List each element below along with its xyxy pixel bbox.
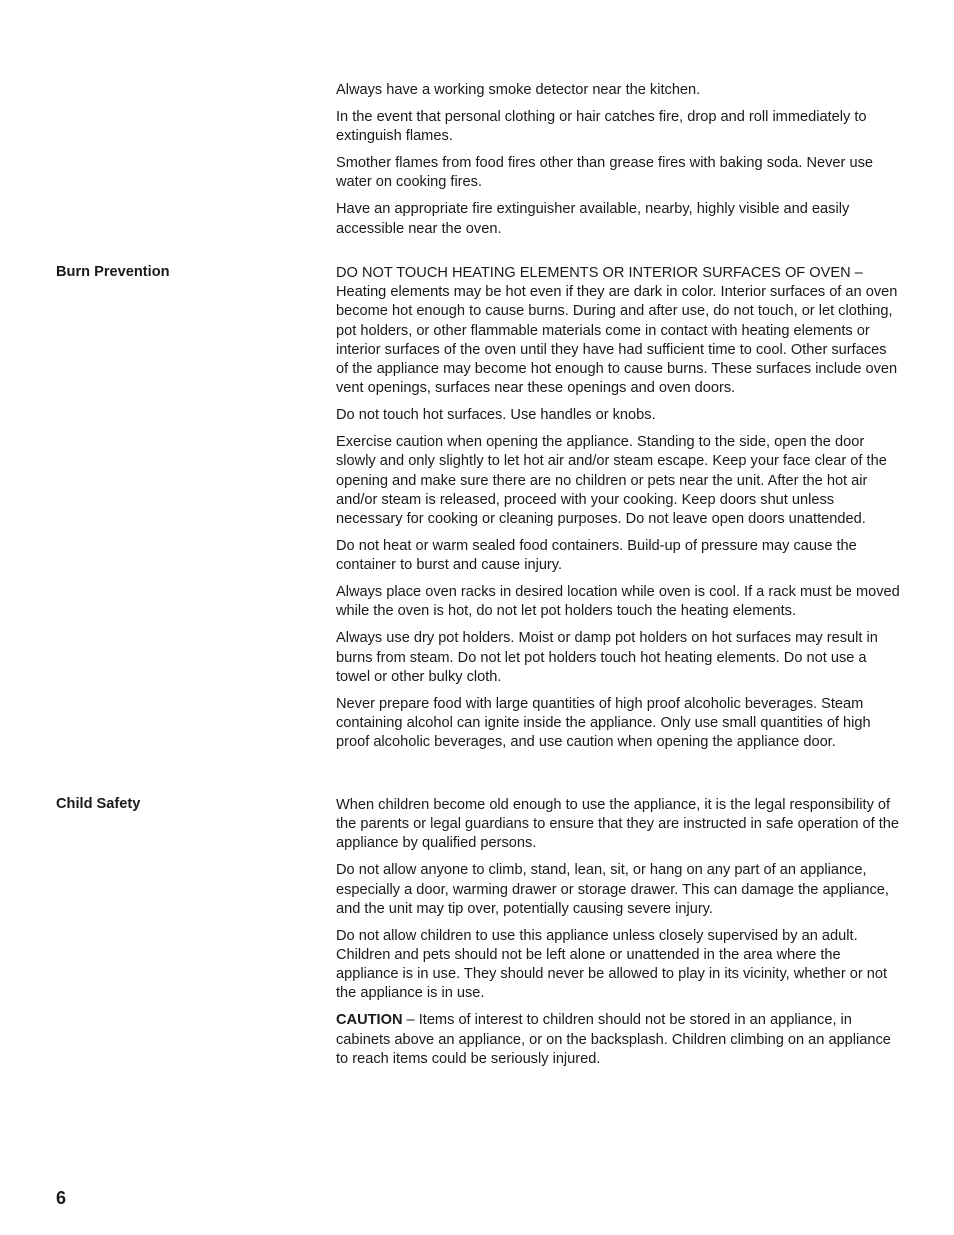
paragraph-smother-flames: Smother flames from food fires other than grease fires with baking soda. Never use water on cooking fires.: [336, 155, 873, 191]
paragraph-alcohol: Never prepare food with large quantities of high proof alcoholic beverages. Steam containing alcohol can ignite inside the appliance. Only use small quantities of high proof alcoholic beverages, and use caution when opening the appliance door.: [336, 695, 871, 751]
paragraph-pot-holders: Always use dry pot holders. Moist or damp pot holders on hot surfaces may result in burns from steam. Do not let pot holders touch hot heating elements. Do not use a towel or other bulky cloth.: [336, 630, 878, 685]
paragraph-supervision: Do not allow children to use this appliance unless closely supervised by an adult. Children and pets should not be left alone or unattended in the area where the appliance is in use. They should never be allowed to play in its vicinity, whether or not the appliance is in use.: [336, 927, 888, 1002]
paragraph-sealed-containers: Do not heat or warm sealed food containers. Build-up of pressure may cause the container to burst and cause injury.: [336, 538, 857, 574]
child-safety-heading: Child Safety: [56, 796, 141, 812]
caution-label: CAUTION: [336, 1012, 403, 1029]
burn-prevention-block: [336, 264, 900, 752]
paragraph-fire-extinguisher: Have an appropriate fire extinguisher available, nearby, highly visible and easily accessible near the oven.: [336, 201, 850, 237]
paragraph-smoke-detector: Always have a working smoke detector near the kitchen.: [336, 82, 701, 98]
paragraph-no-climbing: Do not allow anyone to climb, stand, lean, sit, or hang on any part of an appliance, especially a door, warming drawer or storage drawer. This can damage the appliance, and the unit may tip over, potentially causing severe injury.: [336, 862, 889, 917]
paragraph-caution: [336, 1011, 900, 1069]
fire-safety-block: [336, 81, 900, 239]
paragraph-hot-surfaces: Do not touch hot surfaces. Use handles or knobs.: [336, 407, 656, 424]
paragraph-clothing-fire: In the event that personal clothing or hair catches fire, drop and roll immediately to extinguish flames.: [336, 109, 867, 145]
burn-prevention-heading: Burn Prevention: [56, 264, 170, 280]
paragraph-heating-elements: DO NOT TOUCH HEATING ELEMENTS OR INTERIOR SURFACES OF OVEN – Heating elements may be hot even if they are dark in color. Interior surfaces of an oven become hot enough to cause burns. During and after use, do not touch, or let clothing, pot holders, or other flammable materials come in contact with heating elements or interior surfaces of the oven until they have had sufficient time to cool. Other surfaces of the appliance may become hot enough to cause burns. These surfaces include oven vent openings, surfaces near these openings and oven doors.: [336, 265, 898, 397]
caution-text: – Items of interest to children should not be stored in an appliance, in cabinets above an appliance, or on the backsplash. Children climbing on an appliance to reach items could be seriously injured.: [336, 1012, 891, 1067]
child-safety-block: [336, 796, 900, 1069]
paragraph-legal-responsibility: When children become old enough to use the appliance, it is the legal responsibility of the parents or legal guardians to ensure that they are instructed in safe operation of the appliance by qualified persons.: [336, 797, 900, 852]
paragraph-oven-racks: Always place oven racks in desired location while oven is cool. If a rack must be moved while the oven is hot, do not let pot holders touch the heating elements.: [336, 584, 900, 620]
page-number: 6: [56, 1188, 67, 1208]
paragraph-opening-caution: Exercise caution when opening the appliance. Standing to the side, open the door slowly and only slightly to let hot air and/or steam escape. Keep your face clear of the opening and make sure there are no children or pets near the unit. After the hot air and/or steam is released, proceed with your cooking. Keep doors shut unless necessary for cooking or cleaning purposes. Do not leave open doors unattended.: [336, 434, 887, 528]
